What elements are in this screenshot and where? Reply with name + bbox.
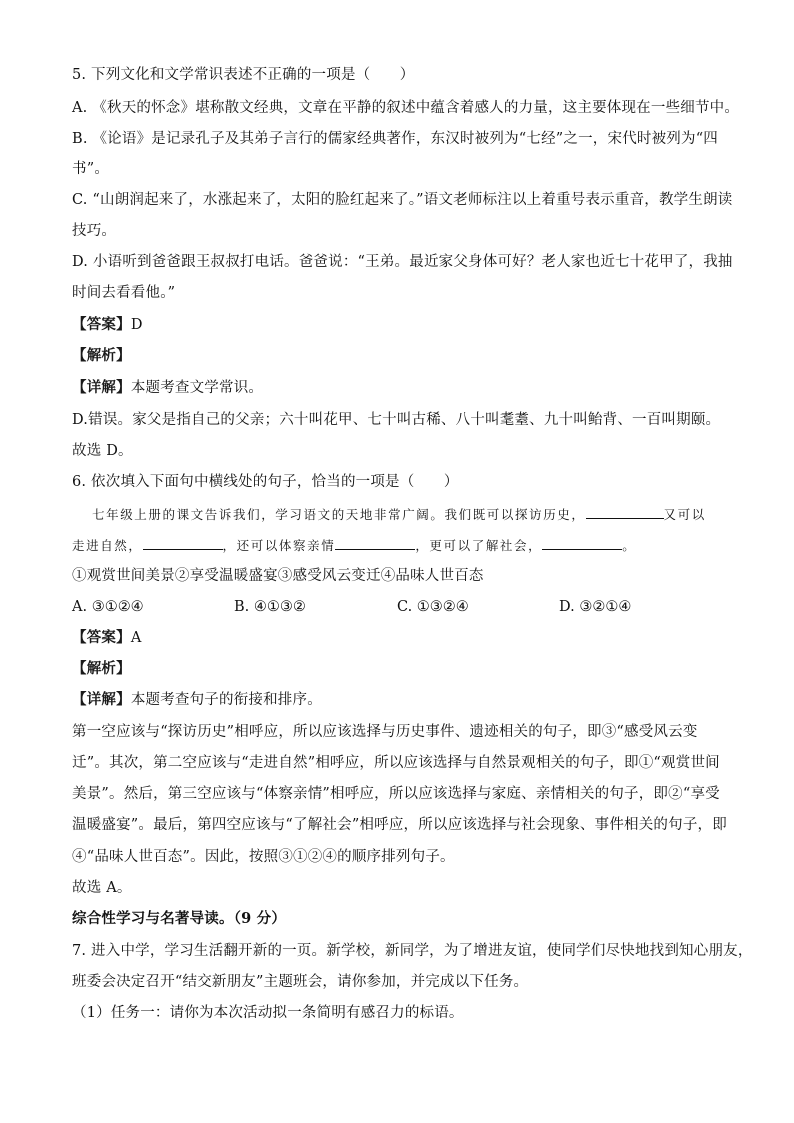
- passage-text: 又可以: [663, 507, 706, 522]
- detail-text: 本题考查句子的衔接和排序。: [130, 692, 322, 708]
- detail-tag: 【详解】: [72, 379, 131, 396]
- answer-tag: 【答案】: [72, 316, 131, 333]
- q6-answer: [72, 628, 732, 648]
- q5-choose: 故选 D。: [72, 443, 133, 459]
- blank-1: [586, 504, 664, 519]
- passage-text: ，还可以体察亲情: [222, 538, 336, 553]
- q6-option-b: B. ④①③②: [234, 599, 306, 615]
- q6-option-c: C. ①③②④: [397, 599, 469, 615]
- q5-option-b: B. 《论语》是记录孔子及其弟子言行的儒家经典著作，东汉时被列为“七经”之一，宋代时被列为“四: [72, 131, 719, 147]
- blank-4: [542, 535, 622, 550]
- passage-text: 。: [622, 538, 637, 553]
- answer-tag: 【答案】: [72, 629, 131, 646]
- q6-option-a: A. ③①②④: [72, 599, 144, 615]
- q6-stem: 6. 依次填入下面句中横线处的句子，恰当的一项是（ ）: [72, 474, 459, 490]
- q7-task-1: （1）任务一：请你为本次活动拟一条简明有感召力的标语。: [72, 1005, 464, 1021]
- q7-stem-cont: 班委会决定召开“结交新朋友”主题班会，请你参加，并完成以下任务。: [72, 974, 529, 990]
- q5-option-b-cont: 书”。: [72, 161, 110, 177]
- q5-detail: [72, 378, 732, 398]
- blank-3: [335, 535, 415, 550]
- q6-explanation-1: 第一空应该与“探访历史”相呼应，所以应该选择与历史事件、遗迹相关的句子，即③“感受风云变: [72, 724, 698, 740]
- blank-2: [143, 535, 223, 550]
- answer-value: A: [130, 630, 142, 646]
- q6-analysis-tag: [72, 659, 732, 679]
- passage-text: ，更可以了解社会，: [415, 538, 543, 553]
- passage-text: 七年级上册的课文告诉我们，学习语文的天地非常广阔。我们既可以探访历史，: [92, 507, 586, 522]
- q5-option-d-cont: 时间去看看他。”: [72, 285, 176, 301]
- q5-option-a: A. 《秋天的怀念》堪称散文经典，文章在平静的叙述中蕴含着感人的力量，这主要体现在一些细节中。: [72, 100, 740, 116]
- q5-answer: [72, 315, 732, 335]
- q5-option-c-cont: 技巧。: [72, 223, 117, 239]
- q6-items: ①观赏世间美景②享受温暖盛宴③感受风云变迁④品味人世百态: [72, 568, 484, 584]
- q6-detail: [72, 690, 732, 710]
- detail-text: 本题考查文学常识。: [130, 380, 264, 396]
- analysis-tag: 【解析】: [72, 660, 131, 677]
- q5-analysis-tag: [72, 346, 732, 366]
- q6-explanation-2: 迁”。其次，第二空应该与“走进自然”相呼应，所以应该选择与自然景观相关的句子，即①“观赏世间: [72, 755, 720, 771]
- section-heading: 综合性学习与名著导读。（9 分）: [72, 910, 287, 927]
- detail-tag: 【详解】: [72, 691, 131, 708]
- passage-text: 走进自然，: [72, 538, 143, 553]
- q5-explanation: D.错误。家父是指自己的父亲；六十叫花甲、七十叫古稀、八十叫耄耋、九十叫鲐背、一百叫期颐。: [72, 412, 721, 428]
- q6-explanation-4: 温暖盛宴”。最后，第四空应该与“了解社会”相呼应，所以应该选择与社会现象、事件相关的句子，即: [72, 817, 727, 833]
- q6-passage-line-1: [92, 504, 752, 525]
- q6-option-d: D. ③②①④: [559, 599, 632, 615]
- q6-passage-line-2: [72, 535, 732, 556]
- q6-choose: 故选 A。: [72, 880, 132, 896]
- q6-explanation-5: ④“品味人世百态”。因此，按照③①②④的顺序排列句子。: [72, 849, 455, 865]
- answer-value: D: [130, 317, 143, 333]
- analysis-tag: 【解析】: [72, 347, 131, 364]
- q6-explanation-3: 美景”。然后，第三空应该与“体察亲情”相呼应，所以应该选择与家庭、亲情相关的句子，即②“享受: [72, 786, 720, 802]
- q5-option-d: D. 小语听到爸爸跟王叔叔打电话。爸爸说：“王弟。最近家父身体可好？老人家也近七十花甲了，我抽: [72, 254, 733, 270]
- q5-option-c: C. “山朗润起来了，水涨起来了，太阳的脸红起来了。”语文老师标注以上着重号表示重音，教学生朗读: [72, 192, 733, 208]
- q5-stem: 5. 下列文化和文学常识表述不正确的一项是（ ）: [72, 67, 415, 83]
- q7-stem: 7. 进入中学，学习生活翻开新的一页。新学校，新同学，为了增进友谊，使同学们尽快地找到知心朋友，: [72, 943, 753, 959]
